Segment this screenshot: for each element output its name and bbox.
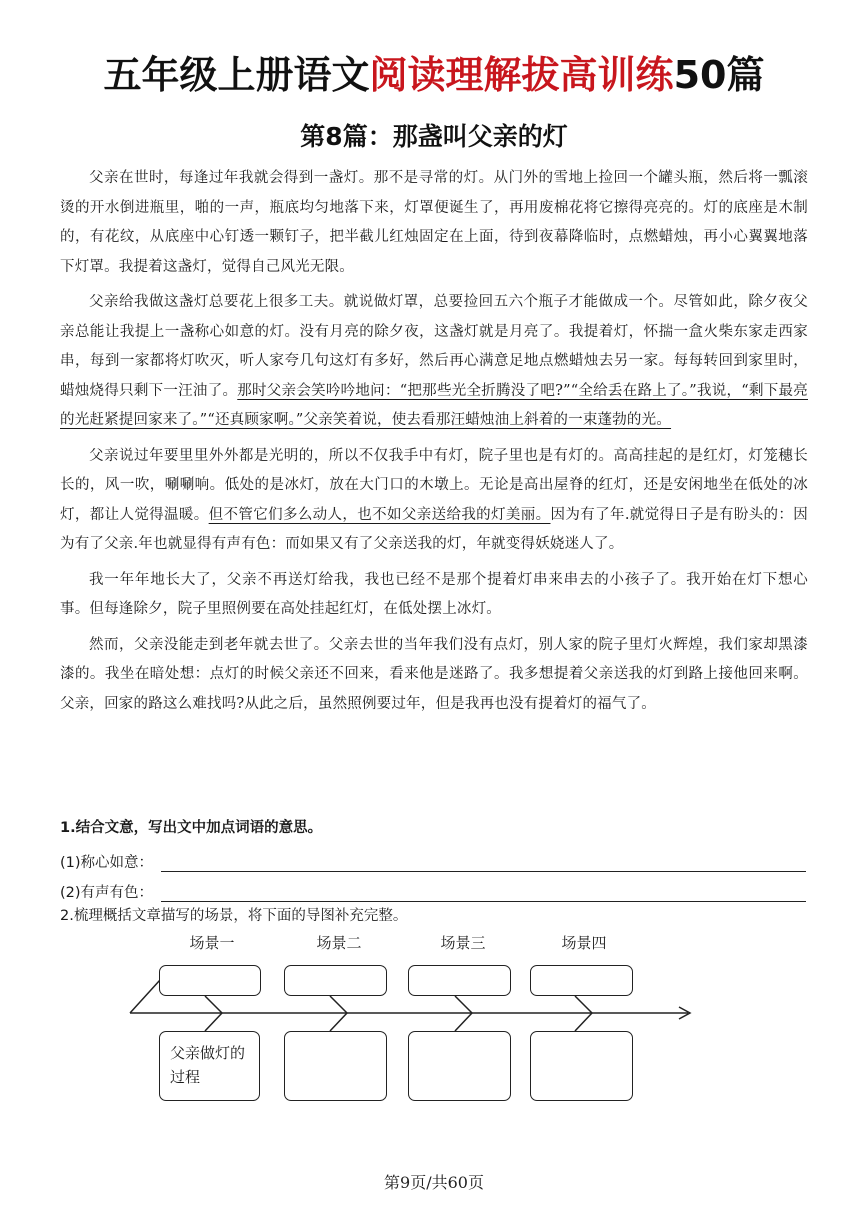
paragraph-4: 我一年年地长大了，父亲不再送灯给我，我也已经不是那个提着灯串来串去的小孩子了。我开始在灯下想心事。但每逢除夕，院子里照例要在高处挂起红灯，在低处摆上冰灯。 — [60, 571, 808, 617]
paragraph-5: 然而，父亲没能走到老年就去世了。父亲去世的当年我们没有点灯，别人家的院子里灯火辉煌，我们家却黑漆漆的。我坐在暗处想：点灯的时候父亲还不回来，看来他是迷路了。我多想提着父亲送我的灯到路上接他回来啊。父亲，回家的路这么难找吗?从此之后，虽然照例要过年，但是我再也没有提着灯的福气了。 — [60, 636, 808, 712]
page-number: 第9页/共60页 — [384, 1173, 484, 1192]
paragraph-2-text: 父亲给我做这盏灯总要花上很多工夫。就说做灯罩，总要捡回五六个瓶子才能做成一个。尽管如此，除夕夜父亲总能让我提上一盏称心如意的灯。没有月亮的除夕夜，这盏灯就是月亮了。我提着灯，怀揣一盒火柴东家走西家串，每到一家都将灯吹灭，听人家夸几句这灯有多好，然后再心满意足地点燃蜡烛去另一家。每每转回到家里时，蜡烛烧得只剩下一汪油了。 — [60, 294, 808, 399]
paragraph-3-text: 父亲说过年要里里外外都是光明的，所以不仅我手中有灯，院子里也是有灯的。高高挂起的是红灯，灯笼穗长长的，风一吹，唰唰响。低处的是冰灯，放在大门口的木墩上。无论是高出屋脊的红灯，还是安闲地坐在低处的冰灯，都让人觉得温暖。 — [60, 447, 808, 523]
article-title: 第8篇：那盏叫父亲的灯 — [300, 122, 568, 151]
paragraph-3-tail: 因为有了年.就觉得日子是有盼头的：因为有了父亲.年也就显得有声有色：而如果又有了父亲送我的灯，年就变得妖娆迷人了。 — [60, 506, 808, 552]
scene-box-3[interactable] — [408, 965, 511, 996]
scene-box-4[interactable] — [530, 965, 633, 996]
question-1-title: 1.结合文意，写出文中加点词语的意思。 — [60, 820, 323, 836]
title-highlight: 阅读理解拔高训练 — [369, 53, 674, 97]
title-grade: 五年级上册语文 — [103, 53, 370, 97]
scene-label-3: 场景三 — [440, 934, 486, 952]
question-1-item-2-label: (2)有声有色： — [60, 885, 154, 901]
scene-label-4: 场景四 — [561, 934, 607, 952]
detail-box-4[interactable] — [530, 1031, 633, 1101]
detail-box-1[interactable] — [159, 1031, 260, 1101]
question-2-title: 2.梳理概括文章描写的场景，将下面的导图补充完整。 — [60, 908, 408, 924]
scene-box-2[interactable] — [284, 965, 387, 996]
paragraph-2-underlined: 那时父亲会笑吟吟地问：“把那些光全折腾没了吧?”“全给丢在路上了。”我说，“剩下最亮的光赶紧提回家来了。”“还真顾家啊。”父亲笑着说，使去看那汪蜡烛油上斜着的一束蓬勃的光。 — [60, 382, 808, 428]
detail-box-3[interactable] — [408, 1031, 511, 1101]
title-count: 50篇 — [673, 53, 765, 97]
detail-box-2[interactable] — [284, 1031, 387, 1101]
paragraph-3-underlined: 但不管它们多么动人，也不如父亲送给我的灯美丽。 — [208, 506, 551, 523]
scene-box-1[interactable] — [159, 965, 261, 996]
scene-label-2: 场景二 — [316, 934, 362, 952]
detail-box-1-text: 父亲做灯的过程 — [170, 1044, 246, 1086]
paragraph-1: 父亲在世时，每逢过年我就会得到一盏灯。那不是寻常的灯。从门外的雪地上捡回一个罐头瓶，然后将一瓢滚烫的开水倒进瓶里，啪的一声，瓶底均匀地落下来，灯罩便诞生了，再用废棉花将它擦得亮亮的。灯的底座是木制的，有花纹，从底座中心钉透一颗钉子，把半截儿红烛固定在上面，待到夜幕降临时，点燃蜡烛，再小心翼翼地落下灯罩。我提着这盏灯，觉得自己风光无限。 — [60, 170, 808, 275]
question-1-item-1-label: (1)称心如意： — [60, 855, 154, 871]
scene-label-1: 场景一 — [189, 934, 235, 952]
connector — [130, 980, 160, 1013]
